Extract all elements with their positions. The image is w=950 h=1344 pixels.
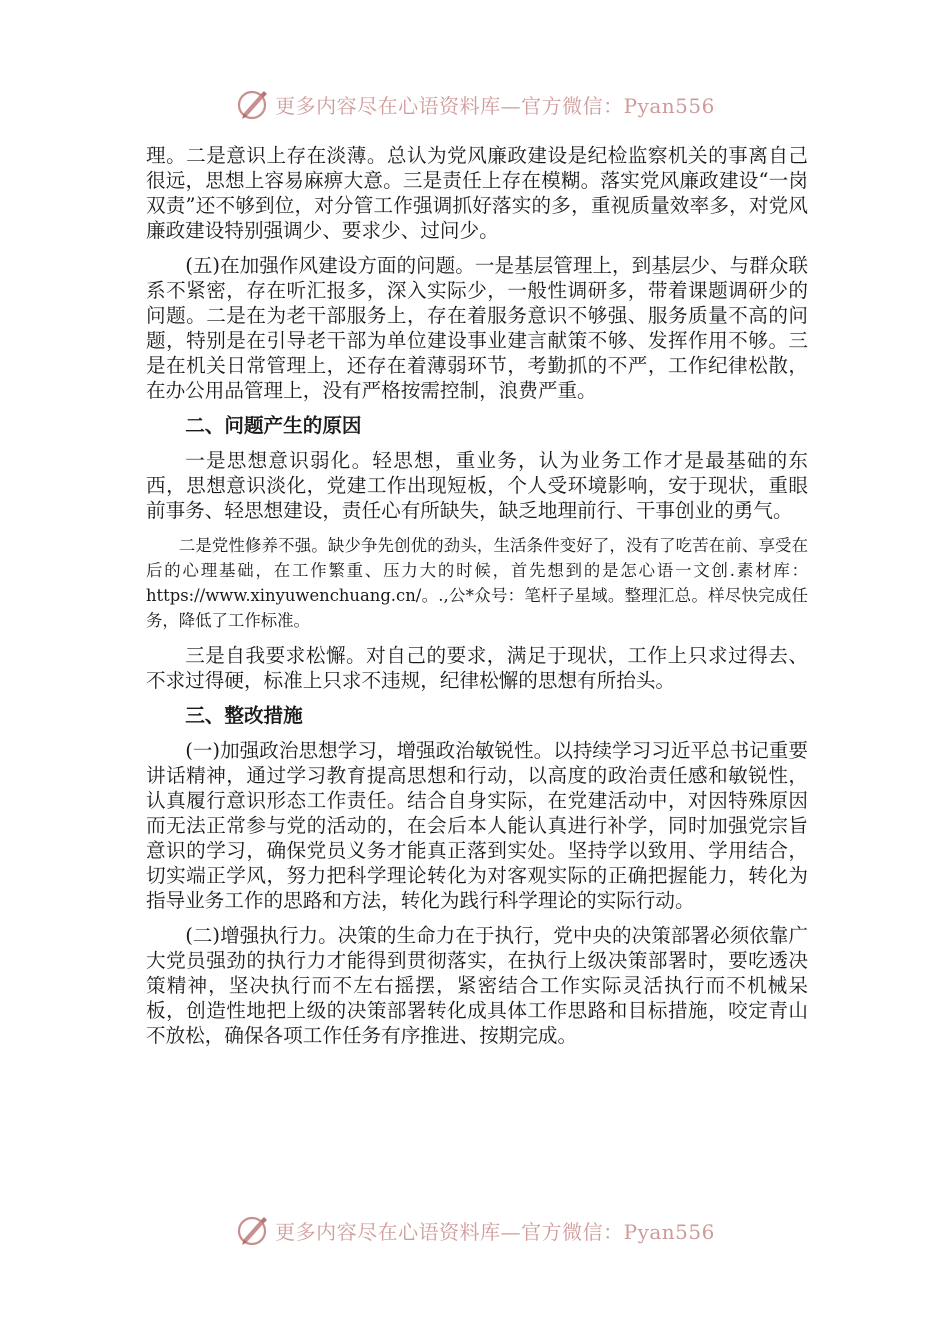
paragraph: (五)在加强作风建设方面的问题。一是基层管理上，到基层少、与群众联系不紧密，存在听汇报多，深入实际少，一般性调研多，带着课题调研少的问题。二是在为老干部服务上，存在着服务意识不够强、服务质量不高的问题，特别是在引导老干部为单位建设事业建言献策不够、发挥作用不够。三是在机关日常管理上，还存在着薄弱环节，考勤抓的不严，工作纪律松散，在办公用品管理上，没有严格按需控制，浪费严重。 — [146, 254, 808, 402]
document-body — [146, 143, 808, 1058]
paragraph: 一是思想意识弱化。轻思想，重业务，认为业务工作才是最基础的东西，思想意识淡化，党建工作出现短板，个人受环境影响，安于现状，重眼前事务、轻思想建设，责任心有所缺失，缺乏地理前行、干事创业的勇气。 — [146, 449, 808, 522]
section-heading: 三、整改措施 — [185, 704, 303, 727]
header-banner — [0, 82, 950, 126]
section-heading: 二、问题产生的原因 — [185, 414, 362, 437]
pen-logo-icon — [235, 1212, 271, 1248]
paragraph: 理。二是意识上存在淡薄。总认为党风廉政建设是纪检监察机关的事离自己很远，思想上容易麻痹大意。三是责任上存在模糊。落实党风廉政建设“一岗双责”还不够到位，对分管工作强调抓好落实的多，重视质量效率多，对党风廉政建设特别强调少、要求少、过问少。 — [146, 144, 808, 242]
paragraph: (一)加强政治思想学习，增强政治敏锐性。以持续学习习近平总书记重要讲话精神，通过学习教育提高思想和行动，以高度的政治责任感和敏锐性，认真履行意识形态工作责任。结合自身实际，在党建活动中，对因特殊原因而无法正常参与党的活动的，在会后本人能认真进行补学，同时加强党宗旨意识的学习，确保党员义务才能真正落到实处。坚持学以致用、学用结合，切实端正学风，努力把科学理论转化为对客观实际的正确把握能力，转化为指导业务工作的思路和方法，转化为践行科学理论的实际行动。 — [146, 739, 808, 912]
banner-text: 更多内容尽在心语资料库—官方微信：Pyan556 — [275, 93, 715, 118]
paragraph: (二)增强执行力。决策的生命力在于执行，党中央的决策部署必须依靠广大党员强劲的执行力才能得到贯彻落实，在执行上级决策部署时，要吃透决策精神，坚决执行而不左右摇摆，紧密结合工作实际灵活执行而不机械呆板，创造性地把上级的决策部署转化成具体工作思路和目标措施，咬定青山不放松，确保各项工作任务有序推进、按期完成。 — [146, 924, 808, 1047]
paragraph: 三是自我要求松懈。对自己的要求，满足于现状，工作上只求过得去、不求过得硬，标准上只求不违规，纪律松懈的思想有所抬头。 — [146, 644, 808, 692]
paragraph: 二是党性修养不强。缺少争先创优的劲头，生活条件变好了，没有了吃苦在前、享受在后的心理基础，在工作繁重、压力大的时候，首先想到的是怎心语一文创.素材库：https://www.xinyuwenchuang.cn/。.,公*众号：笔杆子星域。整理汇总。样尽快完成任务，降低了工作标准。 — [146, 536, 808, 630]
pen-logo-icon — [235, 86, 271, 122]
banner-text: 更多内容尽在心语资料库—官方微信：Pyan556 — [275, 1219, 715, 1244]
footer-banner — [0, 1208, 950, 1252]
